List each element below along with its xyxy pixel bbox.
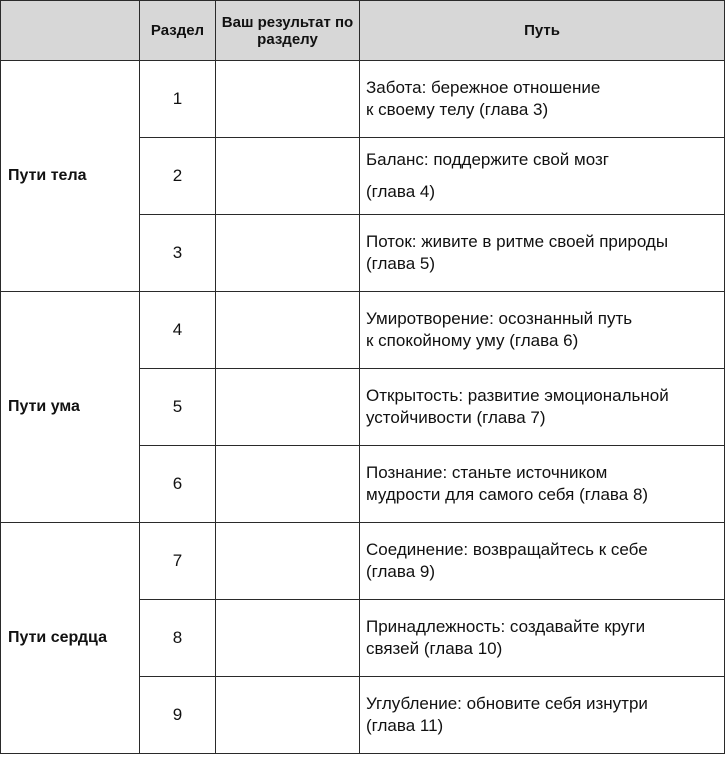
result-cell: [216, 600, 360, 677]
result-cell: [216, 523, 360, 600]
group-mind: Пути ума: [1, 292, 140, 523]
path-line: к спокойному уму (глава 6): [366, 331, 579, 350]
path-cell: [360, 292, 725, 369]
group-heart: Пути сердца: [1, 523, 140, 754]
result-cell: [216, 446, 360, 523]
path-line: (глава 4): [366, 182, 435, 201]
section-number: 3: [140, 215, 216, 292]
header-row: [1, 1, 725, 61]
section-number: 5: [140, 369, 216, 446]
table-row: [1, 61, 725, 138]
result-cell: [216, 215, 360, 292]
path-cell: [360, 677, 725, 754]
path-line: Умиротворение: осознанный путь: [366, 309, 633, 328]
path-line: к своему телу (глава 3): [366, 100, 549, 119]
path-line: связей (глава 10): [366, 639, 503, 658]
result-cell: [216, 138, 360, 215]
path-line: мудрости для самого себя (глава 8): [366, 485, 649, 504]
path-line: (глава 5): [366, 254, 435, 273]
path-line: (глава 11): [366, 716, 444, 735]
path-cell: [360, 61, 725, 138]
result-cell: [216, 369, 360, 446]
path-line: (глава 9): [366, 562, 435, 581]
path-cell: [360, 138, 725, 215]
result-cell: [216, 677, 360, 754]
header-result: Ваш результат по разделу: [216, 1, 360, 61]
section-number: 2: [140, 138, 216, 215]
table-row: [1, 523, 725, 600]
path-line: Углубление: обновите себя изнутри: [366, 694, 648, 713]
header-path: Путь: [360, 1, 725, 61]
path-line: Открытость: развитие эмоциональной: [366, 386, 669, 405]
section-number: 6: [140, 446, 216, 523]
path-line: Познание: станьте источником: [366, 463, 608, 482]
section-number: 9: [140, 677, 216, 754]
path-line: устойчивости (глава 7): [366, 408, 546, 427]
path-line: Поток: живите в ритме своей природы: [366, 232, 669, 251]
table-row: [1, 292, 725, 369]
result-cell: [216, 292, 360, 369]
path-cell: [360, 369, 725, 446]
result-cell: [216, 61, 360, 138]
group-body: Пути тела: [1, 61, 140, 292]
path-cell: [360, 446, 725, 523]
path-line: Забота: бережное отношение: [366, 78, 601, 97]
path-cell: [360, 215, 725, 292]
header-section: Раздел: [140, 1, 216, 61]
path-line: Принадлежность: создавайте круги: [366, 617, 646, 636]
path-cell: [360, 523, 725, 600]
section-number: 1: [140, 61, 216, 138]
path-line: Соединение: возвращайтесь к себе: [366, 540, 648, 559]
header-group-cell: [1, 1, 140, 61]
section-number: 8: [140, 600, 216, 677]
section-number: 7: [140, 523, 216, 600]
path-cell: [360, 600, 725, 677]
section-number: 4: [140, 292, 216, 369]
path-line: Баланс: поддержите свой мозг: [366, 150, 609, 169]
